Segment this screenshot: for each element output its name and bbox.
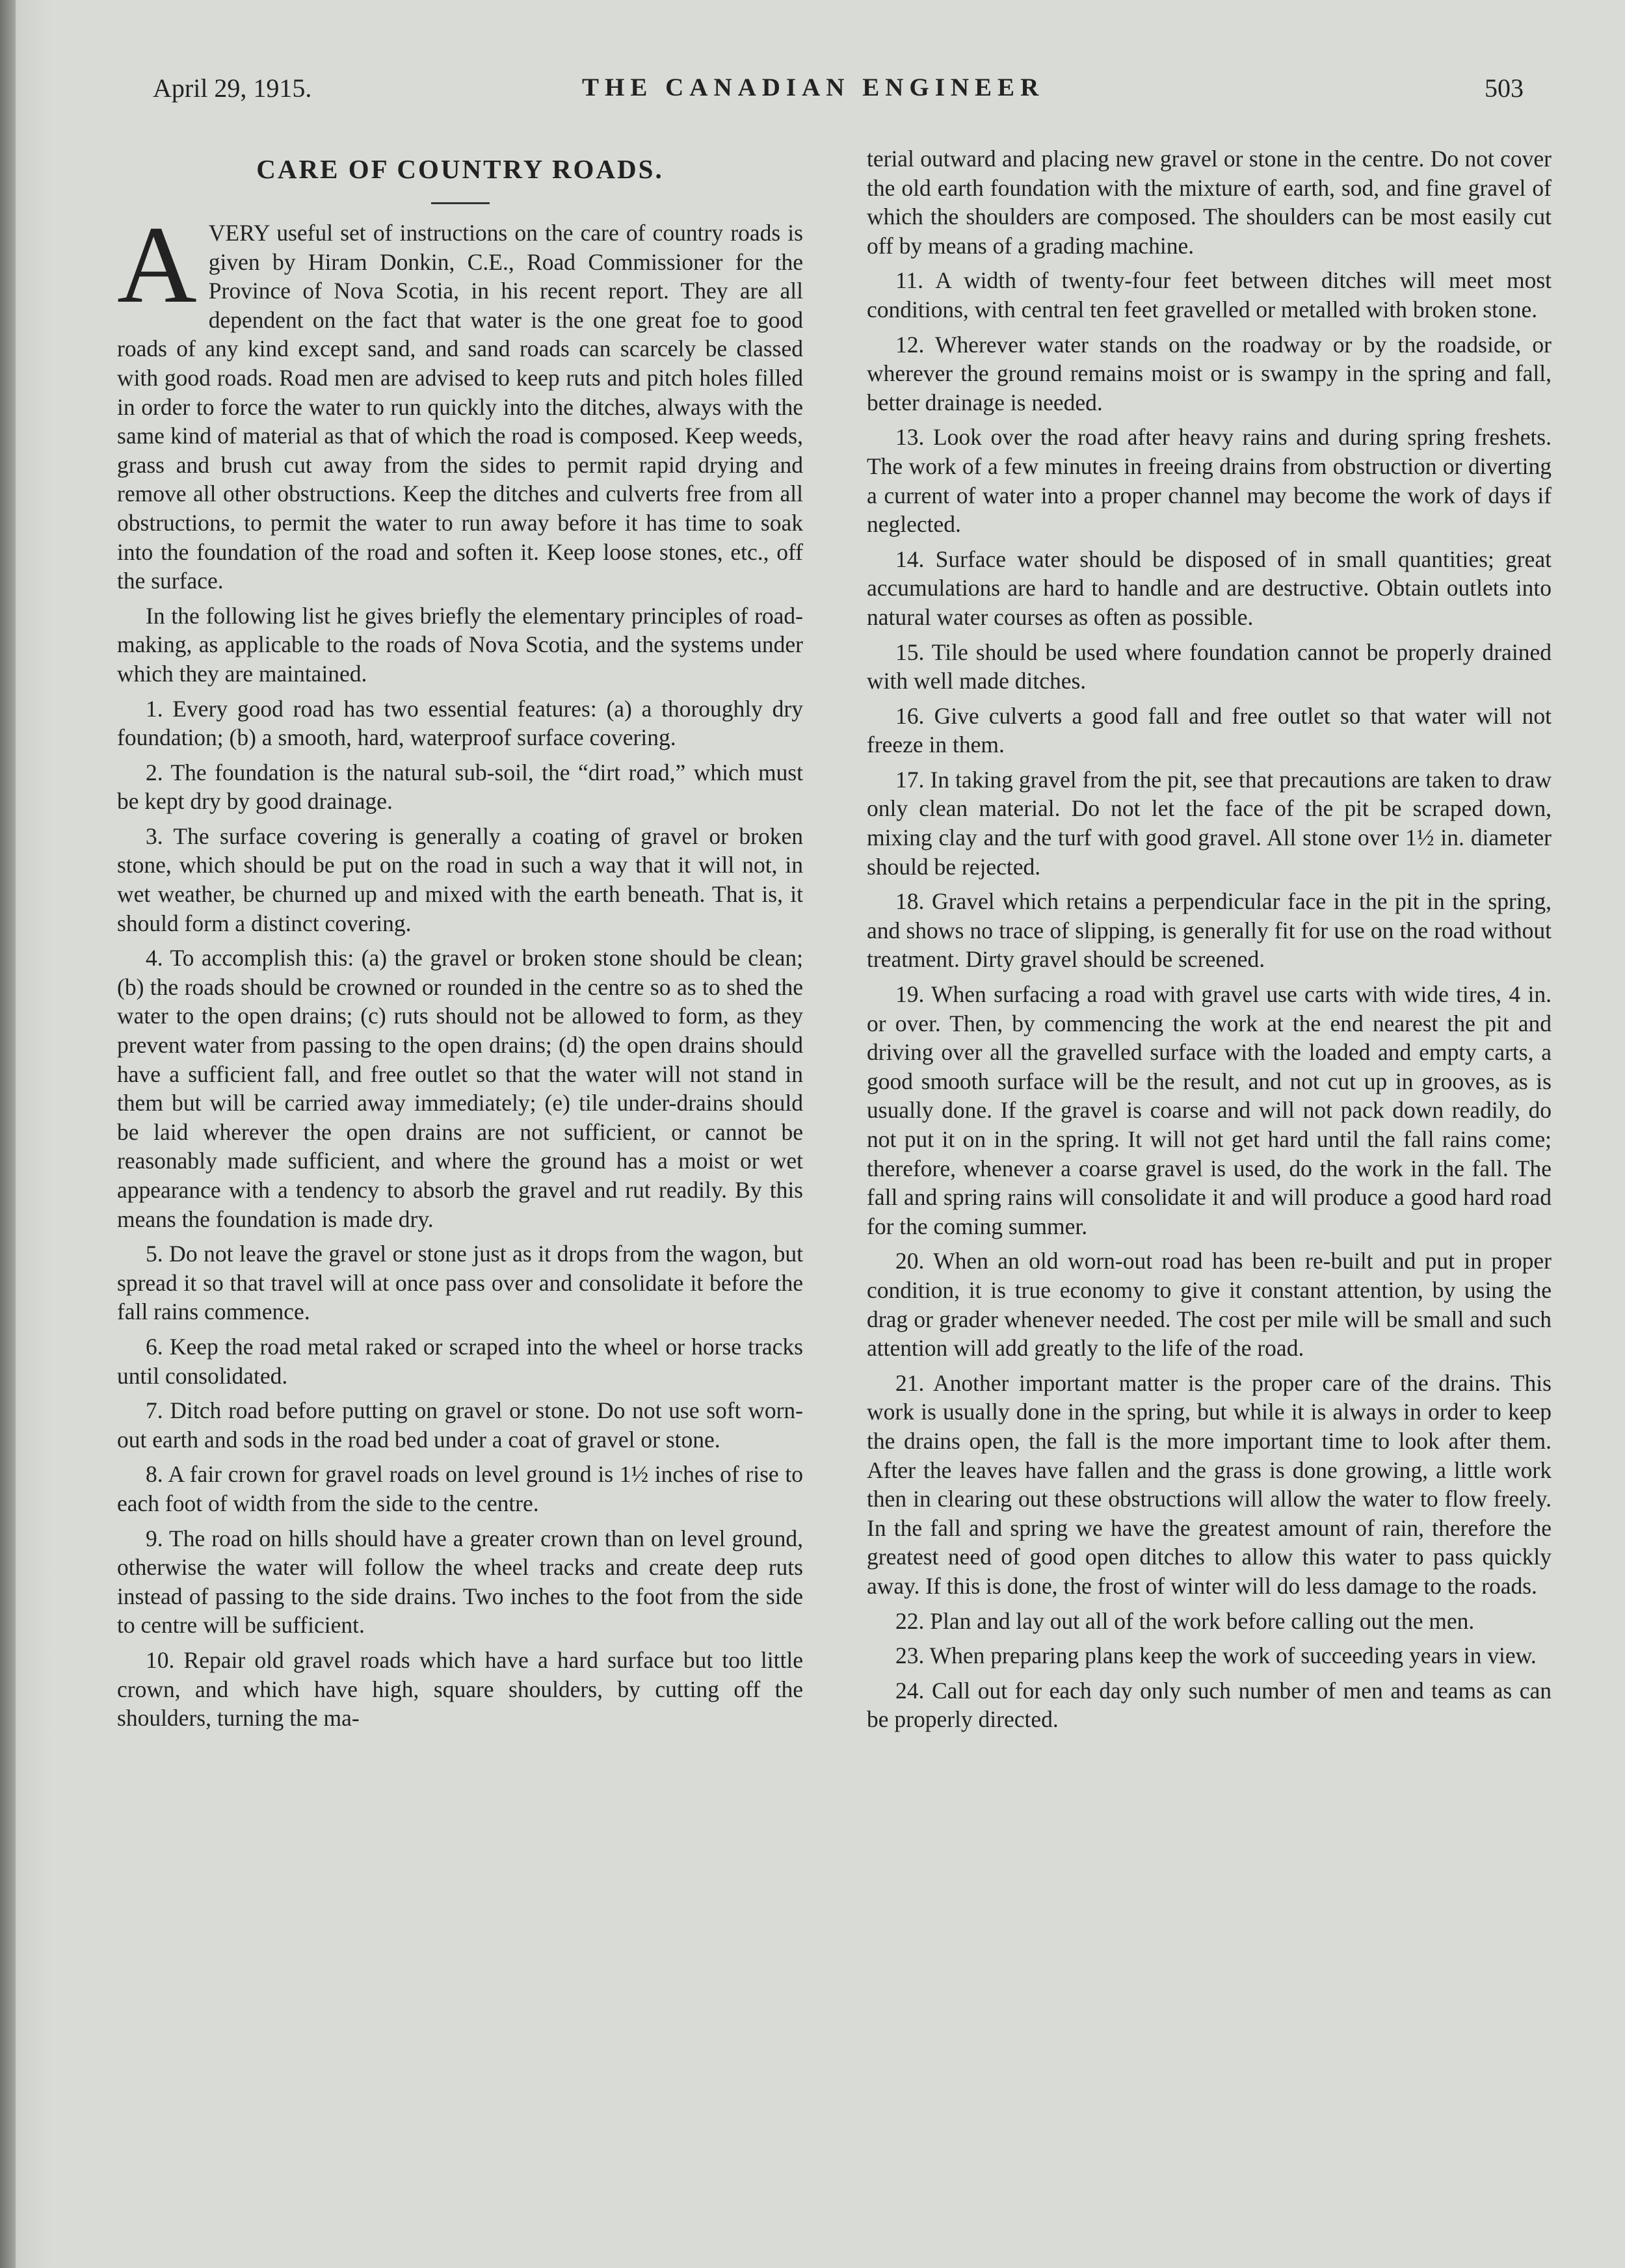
list-item: 16. Give culverts a good fall and free outlet so that water will not freeze in them.	[867, 702, 1552, 758]
list-item: 7. Ditch road before putting on gravel or stone. Do not use soft worn-out earth and sods in the road bed under a coat of gravel or stone.	[117, 1397, 803, 1453]
list-item: 12. Wherever water stands on the roadway or by the roadside, or wherever the ground remains moist or is swampy in the spring and fall, better drainage is needed.	[867, 331, 1552, 415]
list-item: 23. When preparing plans keep the work of succeeding years in view.	[895, 1642, 1537, 1669]
article-title: CARE OF COUNTRY ROADS.	[256, 154, 664, 184]
list-item: 1. Every good road has two essential features: (a) a thoroughly dry foundation; (b) a smooth, hard, waterproof surface covering.	[117, 695, 803, 751]
list-item: 19. When surfacing a road with gravel use carts with wide tires, 4 in. or over. Then, by commencing the work at the end nearest the pit and driving over all the gravelled surface with the loaded and empty carts, a good smooth surface will be the result, and not cut up in grooves, as is usually done. If the gravel is coarse and will not pack down readily, do not put it on in the spring. It will not get hard until the fall rains come; therefore, whenever a coarse gravel is used, do the work in the fall. The fall and spring rains will consolidate it and will produce a good hard road for the coming summer.	[867, 981, 1552, 1239]
drop-cap: A	[117, 204, 197, 326]
title-rule	[431, 202, 490, 204]
left-column	[117, 148, 803, 1739]
list-item: 3. The surface covering is generally a coating of gravel or broken stone, which should be put on the road in such a way that it will not, in wet weather, be churned up and mixed with the earth beneath. That is, it should form a distinct covering.	[117, 823, 803, 936]
right-column	[867, 144, 1552, 1740]
list-item: 18. Gravel which retains a perpendicular face in the pit in the spring, and shows no trace of slipping, is generally fit for use on the road without treatment. Dirty gravel should be screened.	[867, 888, 1552, 973]
binding-gutter	[0, 0, 16, 2268]
list-item: 15. Tile should be used where foundation cannot be properly drained with well made ditches.	[867, 639, 1552, 694]
continued-paragraph: terial outward and placing new gravel or stone in the centre. Do not cover the old earth foundation with the mixture of earth, sod, and fine gravel of which the shoulders are composed. The shoulders can be most easily cut off by means of a grading machine.	[867, 146, 1552, 259]
list-item: 9. The road on hills should have a greater crown than on level ground, otherwise the water will follow the wheel tracks and create deep ruts instead of passing to the side drains. Two inches to the foot from the side to centre will be sufficient.	[117, 1525, 803, 1639]
list-item: 13. Look over the road after heavy rains and during spring freshets. The work of a few minutes in freeing drains from obstruction or diverting a current of water into a proper channel may become the work of days if neglected.	[867, 424, 1552, 538]
running-head	[0, 73, 1625, 112]
intro-paragraph	[117, 204, 803, 596]
list-item: 4. To accomplish this: (a) the gravel or broken stone should be clean; (b) the roads should be crowned or rounded in the centre so as to shed the water to the open drains; (c) ruts should not be allowed to form, as they prevent water from passing to the open drains; (d) the open drains should have a sufficient fall, and free outlet so that the water will not stand in them but will be carried away immediately; (e) tile under-drains should be laid wherever the open drains are not sufficient, or cannot be reasonably made sufficient, and where the ground has a moist or wet appearance with a tendency to absorb the gravel and rut readily. By this means the foundation is made dry.	[117, 945, 803, 1232]
list-item: 20. When an old worn-out road has been re-built and put in proper condition, it is true economy to give it constant attention, by using the drag or grader whenever needed. The cost per mile will be small and such attention will add greatly to the life of the road.	[867, 1248, 1552, 1362]
list-item: 8. A fair crown for gravel roads on level ground is 1½ inches of rise to each foot of width from the side to the centre.	[117, 1461, 803, 1516]
list-item: 11. A width of twenty-four feet between ditches will meet most conditions, with central ten feet gravelled or metalled with broken stone.	[867, 267, 1552, 323]
list-item: 22. Plan and lay out all of the work before calling out the men.	[895, 1607, 1475, 1634]
issue-date: April 29, 1915.	[153, 73, 312, 103]
list-item: 17. In taking gravel from the pit, see that precautions are taken to draw only clean material. Do not let the face of the pit be scraped down, mixing clay and the turf with good gravel. All stone over 1½ in. diameter should be rejected.	[867, 766, 1552, 880]
list-item: 2. The foundation is the natural sub-soil, the “dirt road,” which must be kept dry by good drainage.	[117, 759, 803, 815]
journal-title: THE CANADIAN ENGINEER	[582, 73, 1045, 101]
list-item: 14. Surface water should be disposed of in small quantities; great accumulations are hard to handle and are destructive. Obtain outlets into natural water courses as often as possible.	[867, 546, 1552, 630]
list-item: 21. Another important matter is the proper care of the drains. This work is usually done in the spring, but while it is always in order to keep the drains open, the fall is the more important time to look after them. After the leaves have fallen and the grass is done growing, a little work then in clearing out these obstructions will allow the water to flow freely. In the fall and spring we have the greatest amount of rain, therefore the greatest need of good open ditches to allow this water to pass quickly away. If this is done, the frost of winter will do less damage to the roads.	[867, 1369, 1552, 1599]
list-item: 10. Repair old gravel roads which have a hard surface but too little crown, and which have high, square shoulders, by cutting off the shoulders, turning the ma-	[117, 1646, 803, 1732]
intro-text: VERY useful set of instructions on the care of country roads is given by Hiram Donkin, C.E., Road Commissioner for the Province of Nova Scotia, in his recent report. They are all dependent on the fact that water is the one great foe to good roads of any kind except sand, and sand roads can scarcely be classed with good roads. Road men are advised to keep ruts and pitch holes filled in order to force the water to run quickly into the ditches, always with the same kind of material as that of which the road is composed. Keep weeds, grass and brush cut away from the sides to permit rapid drying and remove all other obstructions. Keep the ditches and culverts free from all obstructions, to permit the water to run away before it has time to soak into the foundation of the road and soften it. Keep loose stones, etc., off the surface.	[117, 220, 803, 594]
page-number: 503	[1485, 73, 1524, 103]
list-item: 5. Do not leave the gravel or stone just as it drops from the wagon, but spread it so that travel will at once pass over and consolidate it before the fall rains commence.	[117, 1241, 803, 1325]
list-item: 24. Call out for each day only such number of men and teams as can be properly directed.	[867, 1677, 1552, 1733]
list-item: 6. Keep the road metal raked or scraped into the wheel or horse tracks until consolidated.	[117, 1333, 803, 1389]
lead-paragraph: In the following list he gives briefly the elementary principles of road-making, as applicable to the roads of Nova Scotia, and the systems under which they are maintained.	[117, 602, 803, 687]
